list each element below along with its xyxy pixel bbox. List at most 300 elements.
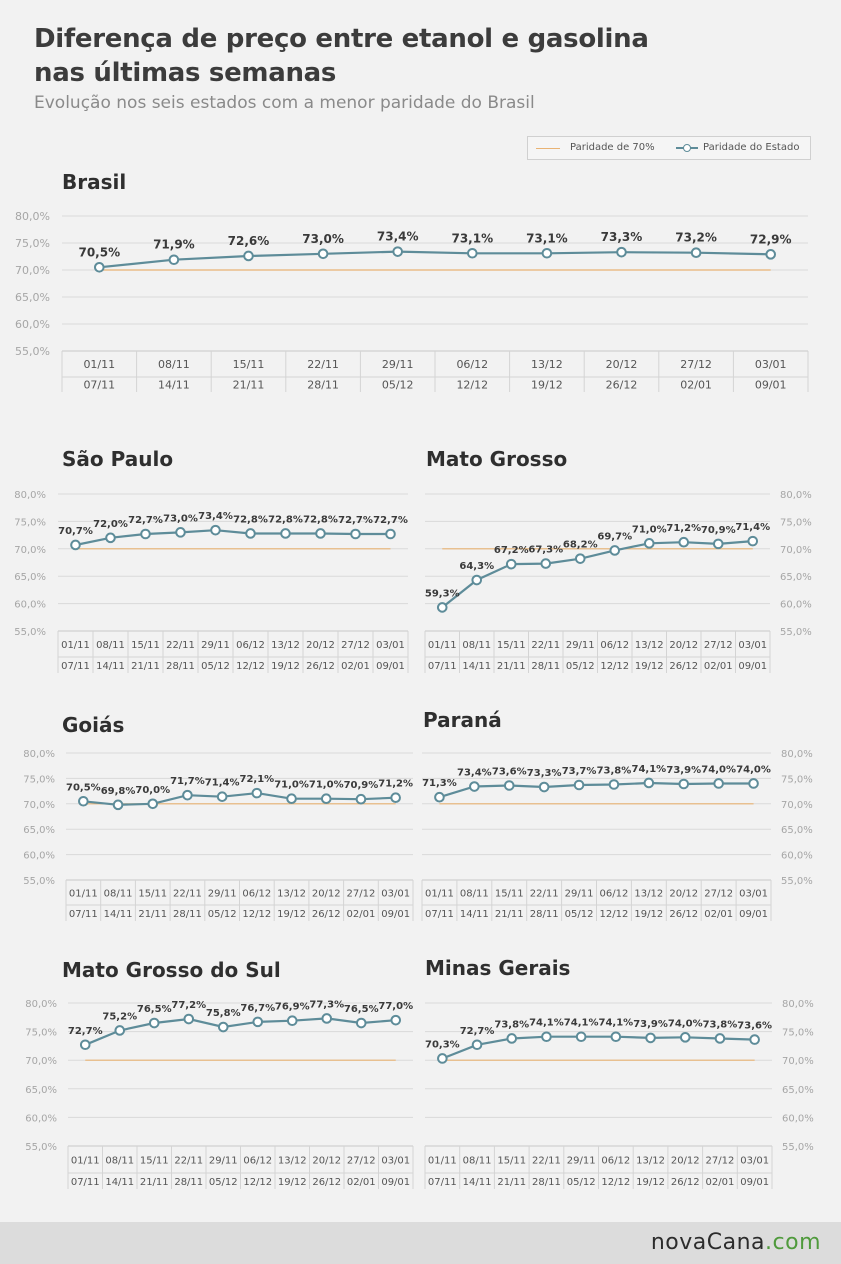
data-point [473, 1040, 482, 1049]
data-label: 74,1% [529, 1017, 564, 1029]
data-point [391, 1016, 400, 1025]
data-label: 71,4% [735, 522, 771, 534]
data-point [114, 801, 123, 810]
x-tick-label-start: 13/12 [277, 1155, 307, 1167]
data-label: 59,3% [424, 588, 460, 600]
x-tick-label-end: 02/01 [705, 1177, 735, 1188]
x-tick-label-end: 07/11 [68, 909, 98, 920]
x-tick-label-end: 19/12 [277, 909, 306, 920]
x-tick-label-start: 08/11 [462, 640, 492, 651]
x-tick-label-end: 21/11 [497, 1177, 527, 1188]
y-tick-label: 55,0% [23, 876, 55, 887]
x-tick-label-end: 19/12 [634, 661, 664, 672]
data-point [316, 529, 325, 538]
y-tick-label: 60,0% [25, 1113, 57, 1125]
y-tick-label: 70,0% [23, 799, 55, 811]
data-label: 73,3% [600, 230, 643, 245]
logo-suffix: .com [765, 1230, 821, 1255]
x-tick-label-start: 06/12 [456, 358, 489, 371]
footer-bar [0, 1222, 841, 1264]
chart-title-goias: Goiás [62, 713, 125, 737]
x-tick-label-start: 20/12 [669, 888, 699, 900]
x-tick-label-end: 09/01 [754, 378, 787, 392]
x-tick-label-start: 27/12 [703, 640, 733, 651]
x-tick-label-start: 13/12 [634, 640, 664, 651]
x-tick-label-start: 03/01 [381, 888, 411, 900]
x-tick-label-start: 01/11 [70, 1155, 100, 1167]
x-tick-label-start: 08/11 [96, 640, 125, 651]
novacana-logo [651, 1230, 821, 1255]
data-point [438, 1054, 447, 1063]
data-point [714, 779, 723, 788]
data-label: 69,8% [100, 785, 136, 797]
x-tick-label-start: 27/12 [341, 640, 370, 651]
data-point [645, 539, 654, 548]
chart-goias [23, 749, 413, 921]
x-tick-label-start: 22/11 [307, 358, 339, 371]
data-label: 70,7% [58, 525, 93, 537]
x-tick-label-end: 02/01 [346, 909, 376, 920]
x-tick-label-end: 14/11 [103, 909, 133, 920]
x-tick-label-end: 02/01 [346, 1177, 376, 1188]
data-point [183, 791, 192, 800]
x-tick-label-start: 01/11 [68, 888, 98, 900]
x-tick-label-end: 12/12 [600, 661, 630, 672]
x-tick-label-start: 20/12 [306, 640, 335, 651]
x-tick-label-end: 21/11 [139, 1177, 169, 1188]
logo-text: novaCana [650, 1230, 766, 1255]
data-point [617, 248, 626, 257]
data-point [253, 789, 262, 798]
x-tick-label-end: 02/01 [341, 661, 370, 672]
x-tick-label-end: 21/11 [494, 909, 524, 920]
chart-mato-grosso [425, 490, 812, 673]
x-tick-label-end: 09/01 [739, 909, 768, 920]
x-tick-label-end: 09/01 [740, 1177, 770, 1188]
x-tick-label-end: 14/11 [158, 378, 190, 392]
data-point [357, 795, 366, 804]
data-label: 72,9% [749, 232, 792, 247]
x-tick-label-start: 29/11 [381, 358, 414, 371]
data-point [244, 252, 253, 261]
data-point [106, 534, 115, 543]
y-tick-label: 80,0% [23, 749, 55, 760]
data-point [610, 546, 619, 555]
data-label: 73,0% [163, 513, 198, 525]
data-label: 76,9% [274, 1001, 310, 1013]
data-label: 70,0% [135, 784, 171, 796]
x-tick-label-end: 12/12 [236, 661, 265, 672]
data-point [681, 1033, 690, 1042]
x-tick-label-start: 01/11 [427, 1155, 457, 1167]
x-tick-label-end: 28/11 [166, 661, 195, 672]
data-point [115, 1026, 124, 1035]
data-point [679, 780, 688, 789]
x-tick-label-end: 05/12 [381, 378, 414, 392]
x-tick-label-start: 03/01 [376, 640, 405, 651]
title-line-1: Diferença de preço entre etanol e gasolina [34, 24, 649, 54]
data-label: 73,4% [456, 767, 492, 779]
series-line [442, 1037, 754, 1059]
data-label: 72,7% [373, 515, 408, 527]
x-tick-label-end: 05/12 [208, 1177, 238, 1188]
x-tick-label-start: 22/11 [531, 640, 561, 651]
x-tick-label-end: 12/12 [601, 1177, 631, 1188]
x-tick-label-end: 19/12 [271, 661, 300, 672]
x-tick-label-start: 08/11 [158, 358, 190, 371]
x-tick-label-end: 28/11 [307, 378, 339, 392]
x-tick-label-end: 26/12 [306, 661, 335, 672]
y-tick-label: 65,0% [14, 572, 46, 584]
chart-title-sao-paulo: São Paulo [62, 447, 174, 471]
x-tick-label-end: 12/12 [242, 909, 272, 920]
x-tick-label-end: 26/12 [670, 1177, 700, 1188]
data-point [505, 781, 514, 790]
data-point [748, 537, 757, 546]
data-point [184, 1015, 193, 1024]
y-tick-label: 55,0% [15, 345, 50, 358]
y-tick-label: 65,0% [782, 1084, 814, 1096]
x-tick-label-start: 01/11 [83, 358, 116, 371]
x-tick-label-end: 05/12 [207, 909, 237, 920]
x-tick-label-start: 13/12 [277, 888, 306, 900]
y-tick-label: 80,0% [782, 999, 814, 1010]
x-tick-label-end: 26/12 [311, 909, 341, 920]
x-tick-label-end: 21/11 [138, 909, 168, 920]
data-point [95, 263, 104, 272]
x-tick-label-start: 13/12 [634, 888, 664, 900]
x-tick-label-start: 06/12 [601, 1155, 631, 1167]
chart-title-parana: Paraná [423, 708, 502, 732]
data-label: 73,3% [526, 768, 562, 780]
x-tick-label-start: 13/12 [531, 358, 563, 371]
data-label: 74,1% [598, 1017, 634, 1029]
data-point [714, 540, 723, 549]
data-point [750, 1035, 759, 1044]
x-tick-label-end: 05/12 [566, 1177, 596, 1188]
x-tick-label-start: 15/11 [139, 1155, 169, 1167]
data-point [435, 793, 444, 802]
x-tick-label-start: 08/11 [105, 1155, 135, 1167]
data-point [176, 528, 185, 537]
x-tick-label-end: 12/12 [243, 1177, 273, 1188]
x-tick-label-start: 08/11 [462, 1155, 492, 1167]
y-tick-label: 55,0% [782, 1142, 814, 1153]
data-label: 73,2% [675, 230, 717, 245]
data-label: 72,6% [227, 233, 270, 248]
x-tick-label-end: 14/11 [459, 909, 489, 920]
data-label: 73,9% [633, 1018, 668, 1030]
x-tick-label-end: 07/11 [83, 378, 116, 392]
x-tick-label-end: 28/11 [173, 909, 202, 920]
x-tick-label-end: 05/12 [564, 909, 594, 920]
data-label: 73,4% [376, 229, 419, 244]
data-label: 69,7% [597, 531, 633, 543]
data-point [692, 248, 701, 257]
data-label: 72,8% [233, 514, 268, 526]
data-label: 75,8% [205, 1008, 241, 1020]
data-point [150, 1019, 159, 1028]
data-label: 72,8% [303, 514, 338, 526]
x-tick-label-start: 06/12 [243, 1155, 273, 1167]
data-point [148, 800, 157, 809]
data-label: 70,5% [65, 782, 101, 794]
x-tick-label-start: 27/12 [346, 888, 376, 900]
data-label: 77,3% [309, 999, 345, 1011]
data-point [246, 529, 255, 538]
chart-sao-paulo [14, 490, 408, 673]
data-point [288, 1016, 297, 1025]
x-tick-label-end: 21/11 [131, 661, 160, 672]
x-tick-label-start: 22/11 [174, 1155, 204, 1167]
x-tick-label-end: 07/11 [427, 1177, 457, 1188]
x-tick-label-end: 07/11 [425, 909, 454, 920]
y-tick-label: 70,0% [780, 544, 812, 556]
data-label: 68,2% [562, 539, 598, 551]
y-tick-label: 70,0% [25, 1056, 57, 1068]
x-tick-label-start: 15/11 [131, 640, 160, 651]
x-tick-label-end: 07/11 [61, 661, 90, 672]
x-tick-label-end: 07/11 [427, 661, 457, 672]
data-point [393, 247, 402, 256]
series-line [439, 783, 753, 797]
y-tick-label: 75,0% [782, 1027, 814, 1039]
data-label: 74,1% [563, 1017, 599, 1029]
x-tick-label-start: 13/12 [271, 640, 300, 651]
x-tick-label-start: 29/11 [566, 1155, 596, 1167]
series-line [442, 541, 753, 607]
y-tick-label: 55,0% [781, 876, 813, 887]
data-point [322, 794, 331, 803]
y-tick-label: 60,0% [781, 850, 813, 862]
data-label: 76,5% [136, 1004, 172, 1016]
data-label: 73,7% [561, 766, 597, 778]
x-tick-label-start: 15/11 [232, 358, 265, 371]
data-point [543, 249, 552, 258]
y-tick-label: 80,0% [781, 749, 813, 760]
x-tick-label-start: 08/11 [459, 888, 489, 900]
data-point [71, 541, 80, 550]
x-tick-label-start: 27/12 [346, 1155, 376, 1167]
x-tick-label-end: 09/01 [381, 1177, 411, 1188]
series-line [99, 252, 770, 268]
y-tick-label: 75,0% [780, 517, 812, 529]
data-label: 70,5% [78, 245, 121, 260]
data-label: 71,9% [153, 237, 195, 252]
x-tick-label-start: 29/11 [201, 640, 230, 651]
x-tick-label-end: 26/12 [312, 1177, 342, 1188]
data-point [141, 530, 150, 539]
x-tick-label-end: 21/11 [232, 378, 265, 392]
data-point [612, 1032, 621, 1041]
x-tick-label-end: 28/11 [532, 1177, 561, 1188]
x-tick-label-start: 03/01 [740, 1155, 770, 1167]
y-tick-label: 55,0% [14, 627, 46, 638]
x-tick-label-start: 06/12 [236, 640, 265, 651]
x-tick-label-end: 05/12 [565, 661, 595, 672]
y-tick-label: 65,0% [781, 825, 813, 837]
data-point [219, 1023, 228, 1032]
y-tick-label: 80,0% [25, 999, 57, 1010]
data-point [507, 560, 516, 569]
y-tick-label: 70,0% [15, 264, 50, 277]
y-tick-label: 75,0% [25, 1027, 57, 1039]
y-tick-label: 75,0% [781, 774, 813, 786]
y-tick-label: 65,0% [23, 825, 55, 837]
y-tick-label: 80,0% [14, 490, 46, 501]
data-label: 73,8% [702, 1019, 738, 1031]
data-label: 73,1% [451, 231, 494, 246]
x-tick-label-start: 15/11 [497, 1155, 527, 1167]
legend-label-parity70: Paridade de 70% [570, 142, 655, 153]
data-point [541, 559, 550, 568]
data-label: 74,0% [701, 764, 737, 776]
x-tick-label-end: 19/12 [634, 909, 664, 920]
data-point [540, 783, 549, 792]
x-tick-label-start: 01/11 [425, 888, 454, 900]
y-tick-label: 75,0% [15, 237, 50, 250]
data-label: 72,0% [93, 518, 128, 530]
data-label: 73,4% [198, 511, 233, 523]
x-tick-label-end: 26/12 [605, 378, 638, 392]
data-label: 76,7% [240, 1002, 276, 1014]
data-label: 64,3% [459, 561, 495, 573]
chart-title-brasil: Brasil [62, 170, 127, 194]
data-label: 73,0% [302, 231, 344, 246]
x-tick-label-start: 27/12 [680, 358, 712, 371]
data-label: 71,2% [378, 778, 414, 790]
x-tick-label-start: 29/11 [208, 1155, 238, 1167]
data-label: 72,7% [128, 515, 163, 527]
data-label: 73,9% [666, 764, 702, 776]
x-tick-label-end: 28/11 [531, 661, 561, 672]
data-point [218, 792, 227, 801]
data-label: 77,0% [378, 1001, 414, 1013]
x-tick-label-start: 27/12 [704, 888, 734, 900]
data-point [507, 1034, 516, 1043]
data-point [610, 780, 619, 789]
data-label: 67,3% [528, 544, 564, 556]
y-tick-label: 70,0% [782, 1056, 814, 1068]
x-tick-label-start: 22/11 [166, 640, 195, 651]
data-point [281, 529, 290, 538]
x-tick-label-start: 01/11 [61, 640, 90, 651]
data-label: 71,2% [666, 523, 702, 535]
x-tick-label-start: 27/12 [705, 1155, 735, 1167]
x-tick-label-start: 06/12 [599, 888, 629, 900]
chart-mato-grosso-do-sul [25, 999, 413, 1189]
data-label: 73,1% [526, 231, 568, 246]
data-label: 72,1% [239, 774, 275, 786]
data-point [646, 1034, 655, 1043]
data-label: 76,5% [343, 1004, 379, 1016]
data-label: 77,2% [171, 1000, 207, 1012]
data-label: 71,0% [308, 779, 344, 791]
y-tick-label: 75,0% [23, 774, 55, 786]
y-tick-label: 65,0% [780, 572, 812, 584]
x-tick-label-start: 08/11 [103, 888, 133, 900]
y-tick-label: 80,0% [780, 490, 812, 501]
data-point [79, 797, 88, 806]
data-point [766, 250, 775, 259]
x-tick-label-start: 29/11 [207, 888, 237, 900]
x-tick-label-start: 29/11 [565, 640, 595, 651]
data-label: 72,8% [268, 514, 303, 526]
x-tick-label-end: 02/01 [703, 661, 733, 672]
data-point [357, 1019, 366, 1028]
y-tick-label: 70,0% [14, 544, 46, 556]
x-tick-label-end: 26/12 [669, 909, 699, 920]
data-point [577, 1032, 586, 1041]
data-point [287, 794, 296, 803]
x-tick-label-end: 28/11 [174, 1177, 204, 1188]
x-tick-label-end: 14/11 [105, 1177, 135, 1188]
data-label: 70,9% [343, 780, 379, 792]
y-tick-label: 80,0% [15, 210, 50, 223]
x-tick-label-start: 01/11 [427, 640, 457, 651]
y-tick-label: 60,0% [15, 318, 50, 331]
chart-title-mato-grosso-do-sul: Mato Grosso do Sul [62, 958, 281, 982]
data-label: 73,8% [494, 1019, 530, 1031]
series-line [76, 530, 391, 545]
x-tick-label-end: 26/12 [669, 661, 699, 672]
data-label: 71,4% [204, 777, 240, 789]
chart-minas-gerais [425, 999, 814, 1189]
data-point [645, 779, 654, 788]
y-tick-label: 70,0% [781, 799, 813, 811]
data-point [470, 782, 479, 791]
y-tick-label: 60,0% [780, 599, 812, 611]
data-point [749, 779, 758, 788]
title-line-2: nas últimas semanas [34, 58, 337, 88]
x-tick-label-end: 05/12 [201, 661, 230, 672]
data-point [468, 249, 477, 258]
data-point [211, 526, 220, 535]
x-tick-label-end: 19/12 [531, 378, 563, 392]
y-tick-label: 60,0% [14, 599, 46, 611]
x-tick-label-start: 22/11 [173, 888, 202, 900]
data-label: 71,0% [274, 779, 309, 791]
x-tick-label-end: 02/01 [704, 909, 734, 920]
x-tick-label-end: 12/12 [456, 378, 489, 392]
x-tick-label-start: 03/01 [754, 358, 787, 371]
x-tick-label-start: 20/12 [311, 888, 341, 900]
data-point [576, 554, 585, 563]
data-label: 71,0% [631, 524, 667, 536]
x-tick-label-end: 07/11 [70, 1177, 100, 1188]
data-point [438, 603, 447, 612]
data-label: 73,8% [596, 765, 632, 777]
x-tick-label-start: 20/12 [312, 1155, 342, 1167]
legend-label-state: Paridade do Estado [703, 142, 800, 153]
chart-brasil [15, 210, 808, 392]
data-label: 72,7% [67, 1025, 103, 1037]
data-label: 72,7% [338, 515, 373, 527]
x-tick-label-start: 20/12 [669, 640, 699, 651]
page-subtitle: Evolução nos seis estados com a menor paridade do Brasil [34, 93, 535, 113]
x-tick-label-end: 14/11 [462, 1177, 492, 1188]
x-tick-label-end: 02/01 [680, 378, 712, 392]
x-tick-label-end: 14/11 [96, 661, 125, 672]
x-tick-label-end: 19/12 [277, 1177, 307, 1188]
data-point [575, 781, 584, 790]
x-tick-label-end: 09/01 [376, 661, 405, 672]
data-point [716, 1034, 725, 1043]
x-tick-label-start: 15/11 [496, 640, 526, 651]
y-tick-label: 65,0% [25, 1084, 57, 1096]
data-point [391, 793, 400, 802]
x-tick-label-end: 19/12 [636, 1177, 665, 1188]
